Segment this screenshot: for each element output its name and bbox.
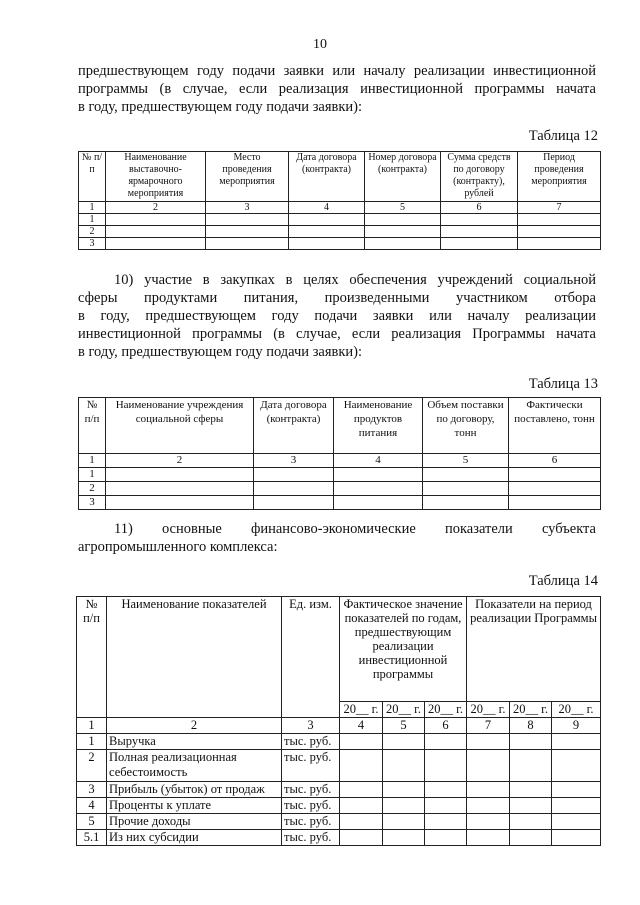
col-header-num: № п/п [77, 597, 107, 718]
indicator-name: Прочие доходы [107, 814, 282, 830]
column-number: 5 [383, 718, 425, 734]
column-number: 3 [282, 718, 340, 734]
intro-line: в году, предшествующем году подачи заявки): [78, 99, 363, 115]
column-number: 6 [441, 202, 518, 214]
table-row [77, 798, 601, 814]
row-number: 1 [79, 214, 106, 226]
col-header-volume: Объем поставки по договору, тонн [423, 398, 509, 454]
year-cell: 20__ г. [340, 702, 383, 718]
unit-cell: тыс. руб. [282, 798, 340, 814]
year-cell: 20__ г. [425, 702, 467, 718]
table12-caption: Таблица 12 [528, 128, 598, 144]
page-number: 10 [313, 37, 327, 52]
indicator-name: Прибыль (убыток) от продаж [107, 782, 282, 798]
col-header-period: Период проведения мероприятия [518, 152, 601, 202]
section-10-line: в году, предшествующем году подачи заявки или началу реализации [78, 308, 596, 324]
col-header-indicator: Наименование показателей [107, 597, 282, 718]
year-cell: 20__ г. [467, 702, 510, 718]
table-row [79, 496, 601, 510]
col-header-delivered: Фактически поставлено, тонн [509, 398, 601, 454]
numbering-row [77, 718, 601, 734]
column-number: 5 [365, 202, 441, 214]
section-10-line: 10) участие в закупках в целях обеспечения учреждений социальной [114, 272, 596, 288]
column-number: 7 [518, 202, 601, 214]
indicator-name: Полная реализационная себестоимость [107, 750, 282, 782]
unit-cell: тыс. руб. [282, 830, 340, 846]
indicator-name: Из них субсидии [107, 830, 282, 846]
col-header-place: Место проведения мероприятия [206, 152, 289, 202]
year-cell: 20__ г. [383, 702, 425, 718]
col-header-products: Наименование продуктов питания [334, 398, 423, 454]
table-13 [78, 397, 601, 510]
table-row [77, 782, 601, 798]
col-header-institution: Наименование учреждения социальной сферы [106, 398, 254, 454]
indicator-name: Проценты к уплате [107, 798, 282, 814]
row-number: 3 [79, 238, 106, 250]
indicator-name: Выручка [107, 734, 282, 750]
table-row [79, 238, 601, 250]
table-row [77, 814, 601, 830]
table-14 [76, 596, 601, 846]
table-row [77, 830, 601, 846]
section-10-paragraph [78, 271, 596, 361]
column-number: 2 [106, 202, 206, 214]
column-number: 4 [289, 202, 365, 214]
row-number: 3 [77, 782, 107, 798]
row-number: 5 [77, 814, 107, 830]
column-number: 3 [206, 202, 289, 214]
section-11-line: агропромышленного комплекса: [78, 539, 278, 555]
column-number: 5 [423, 454, 509, 468]
column-number: 2 [106, 454, 254, 468]
unit-cell: тыс. руб. [282, 750, 340, 782]
column-number: 8 [510, 718, 552, 734]
table-row [79, 482, 601, 496]
section-11-paragraph [78, 520, 596, 556]
numbering-row [79, 454, 601, 468]
year-cell: 20__ г. [552, 702, 601, 718]
col-header-num: № п/п [79, 152, 106, 202]
table-12 [78, 151, 601, 250]
col-header-contract-number: Номер договора (контракта) [365, 152, 441, 202]
table-row [79, 226, 601, 238]
row-number: 2 [77, 750, 107, 782]
section-10-line: в году, предшествующем году подачи заявки): [78, 344, 363, 360]
numbering-row [79, 202, 601, 214]
column-number: 6 [425, 718, 467, 734]
intro-paragraph [78, 62, 596, 116]
col-header-num: № п/п [79, 398, 106, 454]
table-row [79, 214, 601, 226]
col-header-unit: Ед. изм. [282, 597, 340, 718]
row-number: 1 [77, 734, 107, 750]
table-row [77, 734, 601, 750]
unit-cell: тыс. руб. [282, 782, 340, 798]
column-number: 4 [334, 454, 423, 468]
row-number: 4 [77, 798, 107, 814]
col-header-contract-date: Дата договора (контракта) [254, 398, 334, 454]
table-row [77, 750, 601, 782]
section-10-line: инвестиционной программы (в случае, если реализация Программы начата [78, 326, 596, 342]
column-number: 3 [254, 454, 334, 468]
column-number: 1 [79, 454, 106, 468]
row-number: 2 [79, 226, 106, 238]
row-number: 1 [79, 468, 106, 482]
intro-line: программы (в случае, если реализация инвестиционной программы начата [78, 81, 596, 97]
column-number: 1 [77, 718, 107, 734]
row-number: 3 [79, 496, 106, 510]
column-number: 6 [509, 454, 601, 468]
col-header-plan-values: Показатели на период реализации Программы [467, 597, 601, 702]
row-number: 2 [79, 482, 106, 496]
table-row [79, 468, 601, 482]
intro-line: предшествующем году подачи заявки или началу реализации инвестиционной [78, 63, 596, 79]
section-11-line: 11) основные финансово-экономические показатели субъекта [114, 521, 596, 537]
col-header-contract-sum: Сумма средств по договору (контракту), рублей [441, 152, 518, 202]
table13-caption: Таблица 13 [528, 376, 598, 392]
year-cell: 20__ г. [510, 702, 552, 718]
col-header-event-name: Наименование выставочно-ярмарочного мероприятия [106, 152, 206, 202]
section-10-line: сферы продуктами питания, произведенными участником отбора [78, 290, 596, 306]
col-header-actual-values: Фактическое значение показателей по годам, предшествующим реализации инвестиционной программы [340, 597, 467, 702]
unit-cell: тыс. руб. [282, 814, 340, 830]
column-number: 9 [552, 718, 601, 734]
unit-cell: тыс. руб. [282, 734, 340, 750]
column-number: 4 [340, 718, 383, 734]
row-number: 5.1 [77, 830, 107, 846]
column-number: 1 [79, 202, 106, 214]
table14-caption: Таблица 14 [528, 573, 598, 589]
column-number: 7 [467, 718, 510, 734]
col-header-contract-date: Дата договора (контракта) [289, 152, 365, 202]
column-number: 2 [107, 718, 282, 734]
